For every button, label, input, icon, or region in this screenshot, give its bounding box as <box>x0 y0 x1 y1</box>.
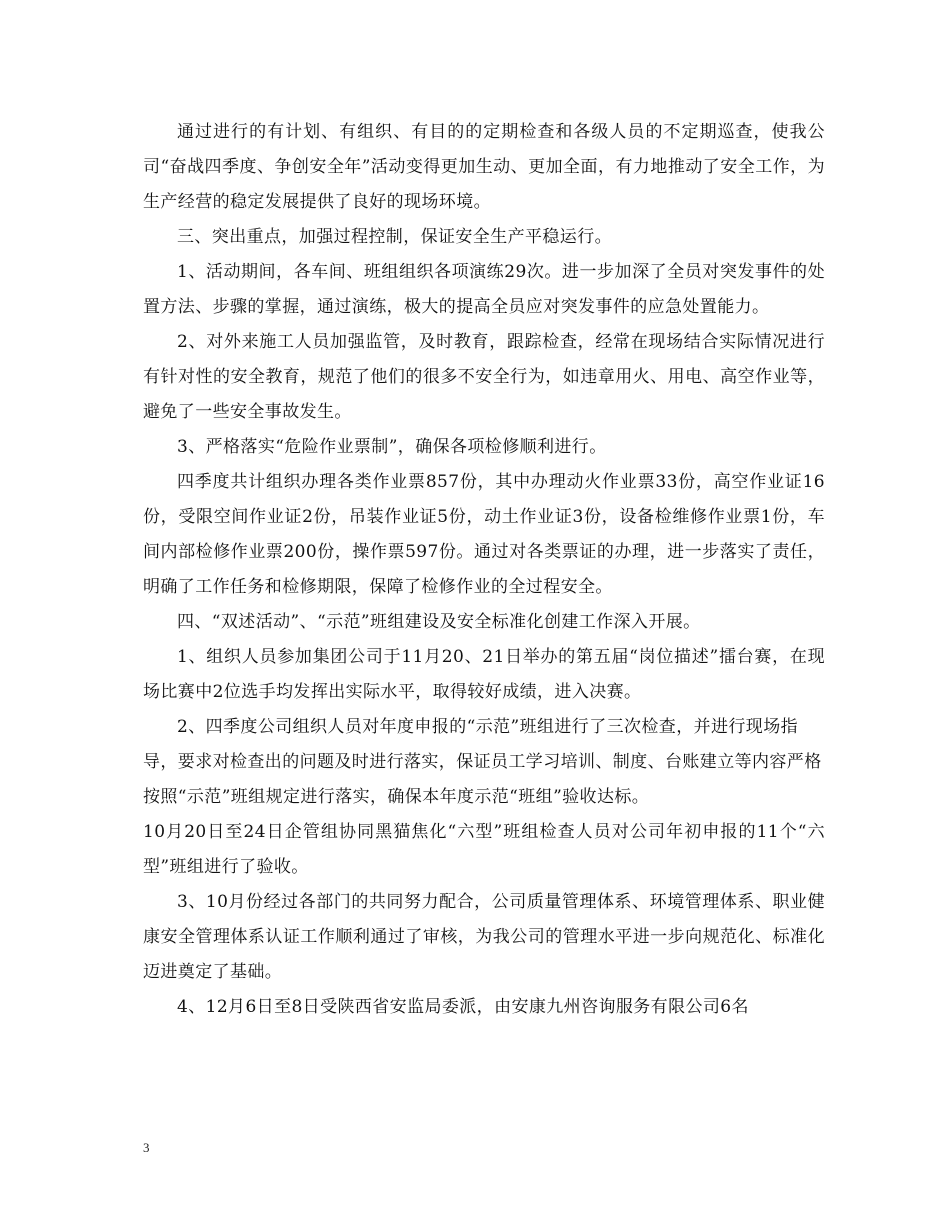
paragraph: 2、对外来施工人员加强监管，及时教育，跟踪检查，经常在现场结合实际情况进行有针对性的安全教育，规范了他们的很多不安全行为，如违章用火、用电、高空作业等，避免了一些安全事故发生。 <box>143 332 825 422</box>
paragraph: 3、10月份经过各部门的共同努力配合，公司质量管理体系、环境管理体系、职业健康安全管理体系认证工作顺利通过了审核，为我公司的管理水平进一步向规范化、标准化迈进奠定了基础。 <box>143 892 825 982</box>
section-heading: 四、“双述活动”、“示范”班组建设及安全标准化创建工作深入开展。 <box>177 612 701 632</box>
document-body <box>143 115 825 1025</box>
section-heading: 三、突出重点，加强过程控制，保证安全生产平稳运行。 <box>177 227 612 247</box>
paragraph: 2、四季度公司组织人员对年度申报的“示范”班组进行了三次检查，并进行现场指导，要求对检查出的问题及时进行落实，保证员工学习培训、制度、台账建立等内容严格按照“示范”班组规定进行落实，确保本年度示范“班组”验收达标。 <box>143 717 822 807</box>
page-number: 3 <box>143 1140 150 1155</box>
paragraph: 1、活动期间，各车间、班组组织各项演练29次。进一步加深了全员对突发事件的处置方法、步骤的掌握，通过演练，极大的提高全员应对突发事件的应急处置能力。 <box>143 262 825 317</box>
paragraph: 通过进行的有计划、有组织、有目的的定期检查和各级人员的不定期巡查，使我公司“奋战四季度、争创安全年”活动变得更加生动、更加全面，有力地推动了安全工作，为生产经营的稳定发展提供了良好的现场环境。 <box>143 122 825 212</box>
paragraph: 10月20日至24日企管组协同黑猫焦化“六型”班组检查人员对公司年初申报的11个“六型”班组进行了验收。 <box>143 822 825 877</box>
paragraph: 3、严格落实“危险作业票制”，确保各项检修顺利进行。 <box>177 437 607 457</box>
paragraph: 1、组织人员参加集团公司于11月20、21日举办的第五届“岗位描述”擂台赛，在现场比赛中2位选手均发挥出实际水平，取得较好成绩，进入决赛。 <box>143 647 825 702</box>
paragraph: 四季度共计组织办理各类作业票857份，其中办理动火作业票33份，高空作业证16份，受限空间作业证2份，吊装作业证5份，动土作业证3份，设备检维修作业票1份，车间内部检修作业票200份，操作票597份。通过对各类票证的办理，进一步落实了责任，明确了工作任务和检修期限，保障了检修作业的全过程安全。 <box>143 472 825 597</box>
paragraph: 4、12月6日至8日受陕西省安监局委派，由安康九州咨询服务有限公司6名 <box>177 997 749 1017</box>
